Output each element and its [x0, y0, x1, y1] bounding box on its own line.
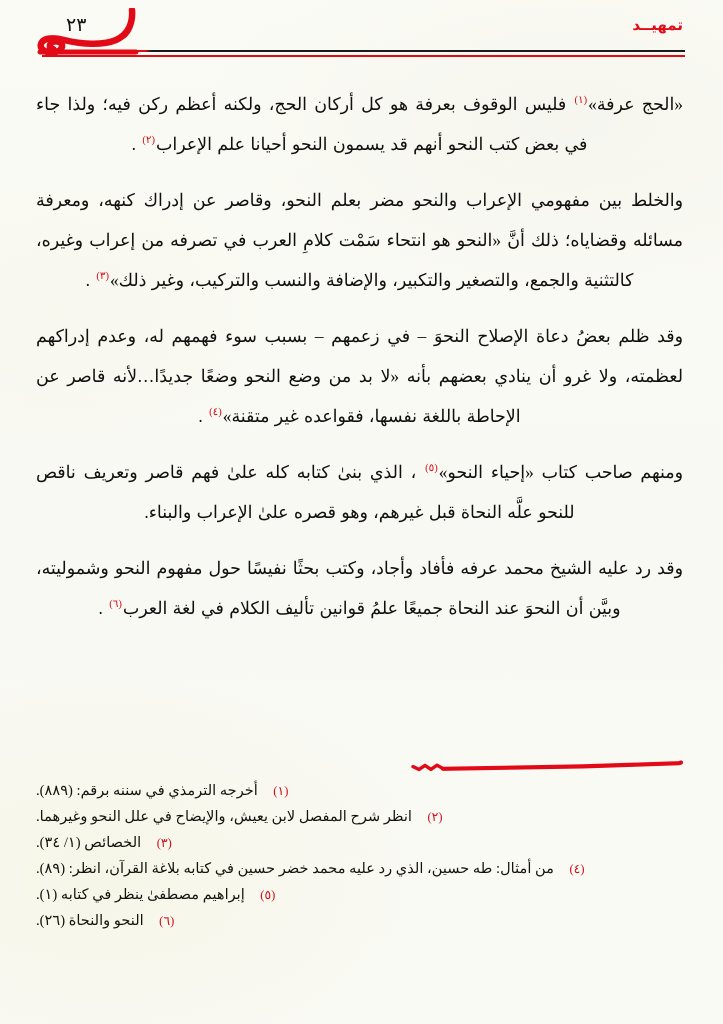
footnote-item: [36, 830, 683, 856]
footnote-number[interactable]: (٣): [156, 836, 172, 850]
footnote-item: [36, 778, 683, 804]
footnote-reference[interactable]: (٥): [425, 463, 438, 475]
footnote-number[interactable]: (٥): [260, 888, 276, 902]
body-paragraph: وقد رد عليه الشيخ محمد عرفه فأفاد وأجاد، وكتب بحثًا نفيسًا حول مفهوم النحو وشموليته، وبيَّن أن النحوَ عند النحاة جميعًا علمُ قوانين تأليف الكلام في لغة العرب$^{(٦)}$ .: [36, 558, 683, 618]
footnote-item: [36, 856, 683, 882]
page-number: ٢٣: [66, 15, 87, 36]
chapter-title: تمهيــد: [632, 17, 683, 34]
body-paragraph: وقد ظلم بعضُ دعاة الإصلاح النحوَ – في زعمهم – بسبب سوء فهمهم له، وعدم إدراكهم لعظمته، ولا غرو أن ينادي بعضهم بأنه «لا بد من وضع النحو وضعًا جديدًا…لأنه قاصر عن الإحاطة باللغة نفسها، فقواعده غير متقنة»$^{(٤)}$ .: [36, 326, 683, 426]
footnote-number[interactable]: (٢): [427, 810, 443, 824]
paragraph-container: [36, 84, 683, 628]
footnote-text: الخصائص (١/ ٣٤).: [36, 835, 142, 851]
main-text-body: [36, 72, 683, 754]
footnote-text: من أمثال: طه حسين، الذي رد عليه محمد خضر حسين في كتابه بلاغة القرآن، انظر: (٨٩).: [36, 861, 554, 877]
footnote-reference[interactable]: (٤): [209, 407, 222, 419]
footnote-text: إبراهيم مصطفىٰ ينظر في كتابه (١).: [36, 887, 245, 903]
footnote-number[interactable]: (٤): [569, 862, 585, 876]
footnote-text: النحو والنحاة (٢٦).: [36, 913, 144, 929]
footnote-text: انظر شرح المفصل لابن يعيش، والإيضاح في علل النحو وغيرهما.: [36, 809, 412, 825]
footnote-item: [36, 882, 683, 908]
body-paragraph: ومنهم صاحب كتاب «إحياء النحو»$^{(٥)}$ ، الذي بنىٰ كتابه كله علىٰ فهم قاصر وتعريف ناقص للنحو علَّه النحاة قبل غيرهم، وهو قصره علىٰ الإعراب والبناء.: [36, 462, 683, 522]
footnote-reference[interactable]: (١): [574, 95, 588, 107]
footnote-reference[interactable]: (٢): [142, 135, 155, 147]
footnotes-section: [36, 758, 683, 980]
footnote-number[interactable]: (٦): [159, 914, 175, 928]
footnote-item: [36, 804, 683, 830]
body-paragraph: «الحج عرفة»$^{(١)}$ فليس الوقوف بعرفة هو كل أركان الحج، ولكنه أعظم ركن فيه؛ ولذا جاء في بعض كتب النحو أنهم قد يسمون النحو أحيانا علم الإعراب$^{(٢)}$ .: [36, 94, 683, 154]
page-header: [0, 0, 723, 72]
footnote-reference[interactable]: (٦): [109, 599, 122, 611]
footnote-number[interactable]: (١): [273, 784, 289, 798]
body-paragraph: والخلط بين مفهومي الإعراب والنحو مضر بعلم النحو، وقاصر عن إدراك كنهه، ومعرفة مسائله وقضاياه؛ ذلك أنَّ «النحو هو انتحاء سَمْت كلامِ العرب في تصرفه من إعراب وغيره، كالتثنية والجمع، والتصغير والتكبير، والإضافة والنسب والتركيب، وغير ذلك»$^{(٣)}$ .: [36, 190, 683, 290]
decorative-swoosh-ornament: [36, 8, 154, 60]
footnote-list: [36, 778, 683, 934]
footnote-text: أخرجه الترمذي في سننه برقم: (٨٨٩).: [36, 783, 258, 799]
footnote-item: [36, 908, 683, 934]
footnote-reference[interactable]: (٣): [96, 271, 109, 283]
footnote-separator: [36, 758, 683, 774]
